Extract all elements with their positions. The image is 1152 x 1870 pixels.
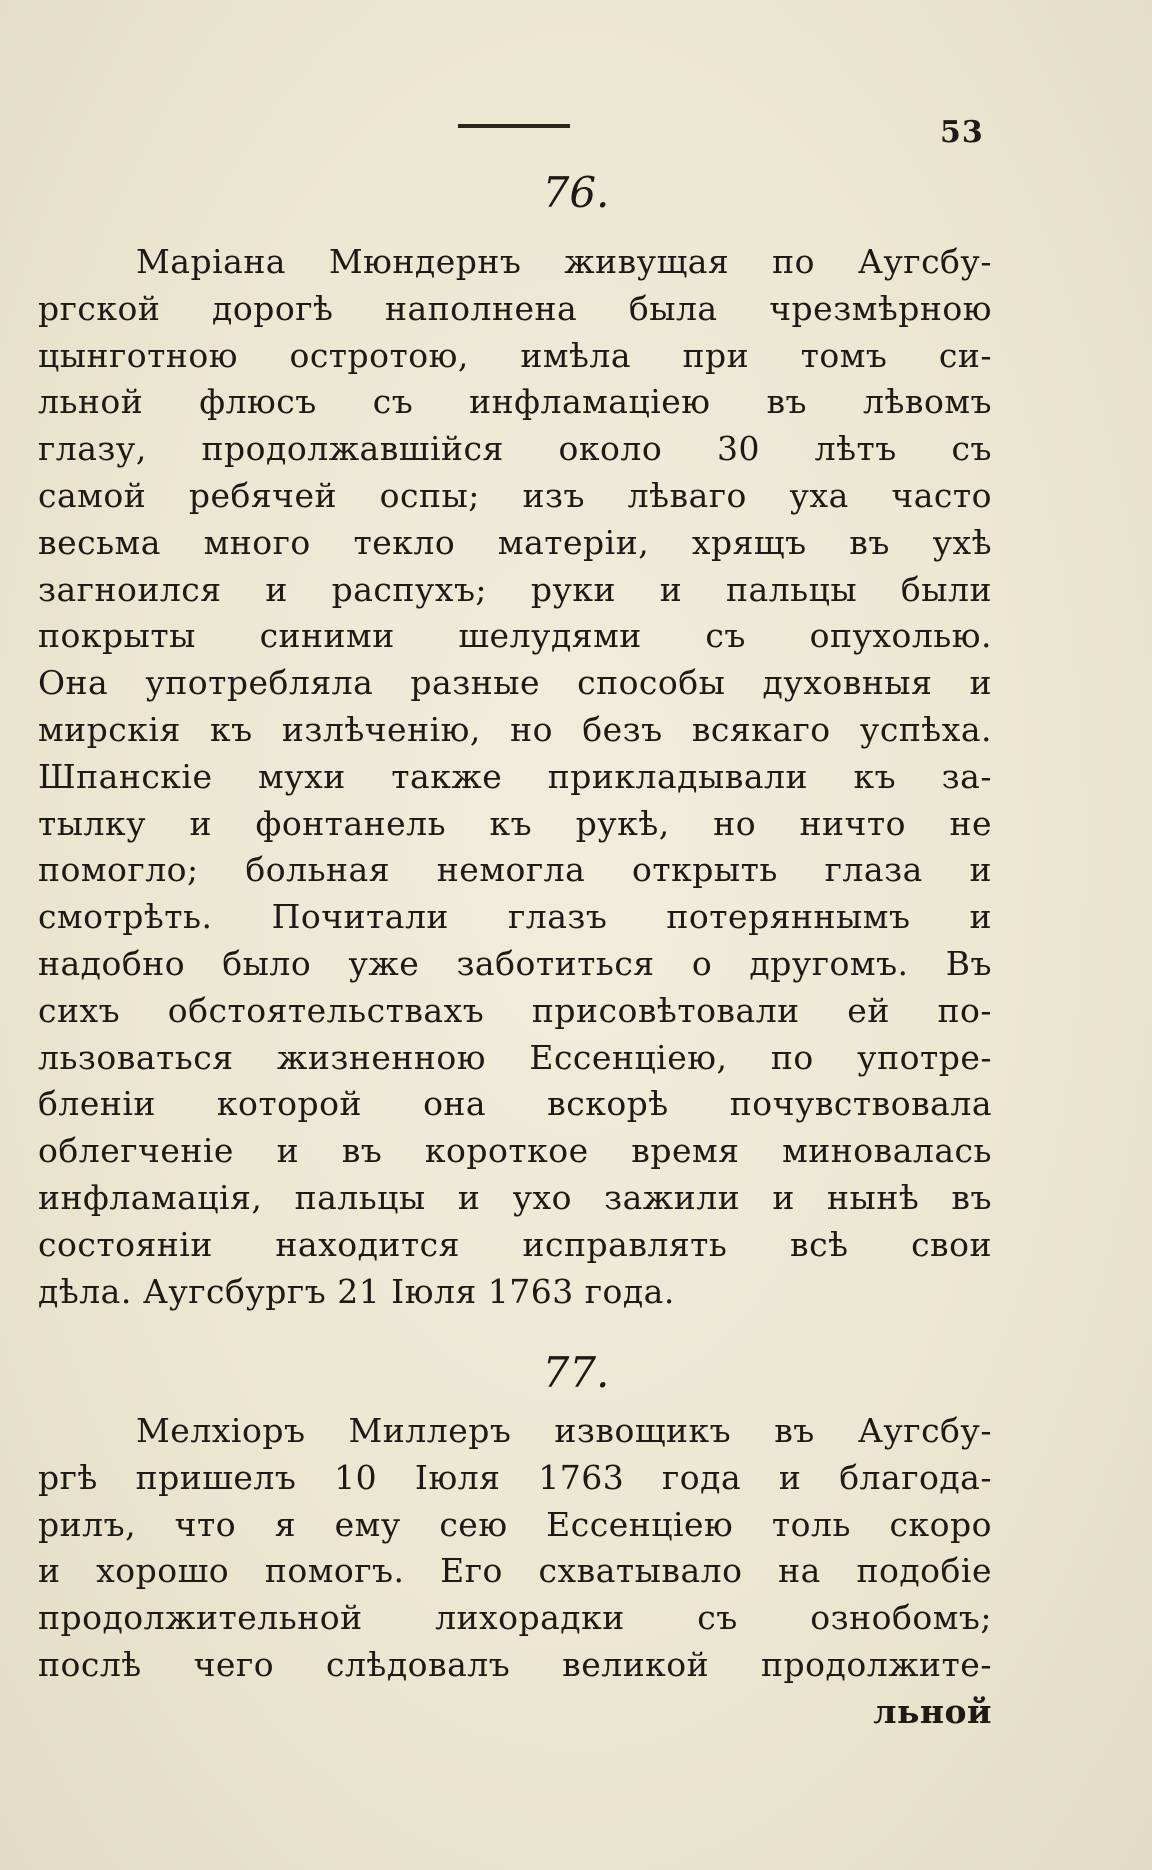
header-rule <box>458 124 570 128</box>
entry-number: 77. <box>542 1348 610 1397</box>
text-line: Шпанскіе мухи также прикладывали къ за- <box>38 756 992 796</box>
text-line: ргѣ пришелъ 10 Іюля 1763 года и благода- <box>38 1457 992 1497</box>
text-line: самой ребячей оспы; изъ лѣваго уха часто <box>38 475 992 515</box>
text-line: надобно было уже заботиться о другомъ. Въ <box>38 943 992 983</box>
text-line: сихъ обстоятельствахъ присовѣтовали ей по- <box>38 990 992 1030</box>
text-line: глазу, продолжавшійся около 30 лѣтъ съ <box>38 429 992 469</box>
text-line: мирскія къ излѣченію, но безъ всякаго успѣха. <box>38 709 992 749</box>
text-line: бленіи которой она вскорѣ почувствовала <box>38 1084 992 1124</box>
text-line: ргской дорогѣ наполнена была чрезмѣрною <box>38 288 992 328</box>
text-line: льзоваться жизненною Ессенціею, по употре- <box>38 1037 992 1077</box>
text-line: дѣла. Аугсбургъ 21 Іюля 1763 года. <box>38 1271 675 1311</box>
text-line: покрыты синими шелудями съ опухолью. <box>38 616 992 656</box>
text-line: и хорошо помогъ. Его схватывало на подобіе <box>38 1551 992 1591</box>
text-line: весьма много текло матеріи, хрящъ въ ухѣ <box>38 522 992 562</box>
entry-76-text <box>38 239 992 1315</box>
text-line: состояніи находится исправлять всѣ свои <box>38 1224 992 1264</box>
text-line: облегченіе и въ короткое время миновалась <box>38 1131 992 1171</box>
entry-77-text <box>38 1408 992 1736</box>
page-number: 53 <box>940 115 984 150</box>
text-line: инфламація, пальцы и ухо зажили и нынѣ въ <box>38 1177 992 1217</box>
text-line: цынготною остротою, имѣла при томъ си- <box>38 335 992 375</box>
text-line: загноился и распухъ; руки и пальцы были <box>38 569 992 609</box>
text-line: льной флюсъ съ инфламаціею въ лѣвомъ <box>38 382 992 422</box>
text-line: Она употребляла разные способы духовныя и <box>38 663 992 703</box>
entry-number: 76. <box>542 168 610 217</box>
text-line: рилъ, что я ему сею Ессенціею толь скоро <box>38 1504 992 1544</box>
text-line: продолжительной лихорадки съ ознобомъ; <box>38 1598 992 1638</box>
text-line: Маріана Мюндернъ живущая по Аугсбу- <box>136 242 992 281</box>
catchword: льной <box>873 1691 992 1731</box>
text-line: помогло; больная немогла открыть глаза и <box>38 850 992 890</box>
text-line: Мелхіоръ Миллеръ извощикъ въ Аугсбу- <box>136 1411 992 1450</box>
text-line: тылку и фонтанель къ рукѣ, но ничто не <box>38 803 992 843</box>
text-line: смотрѣть. Почитали глазъ потеряннымъ и <box>38 897 992 937</box>
text-line: послѣ чего слѣдовалъ великой продолжите- <box>38 1644 992 1684</box>
